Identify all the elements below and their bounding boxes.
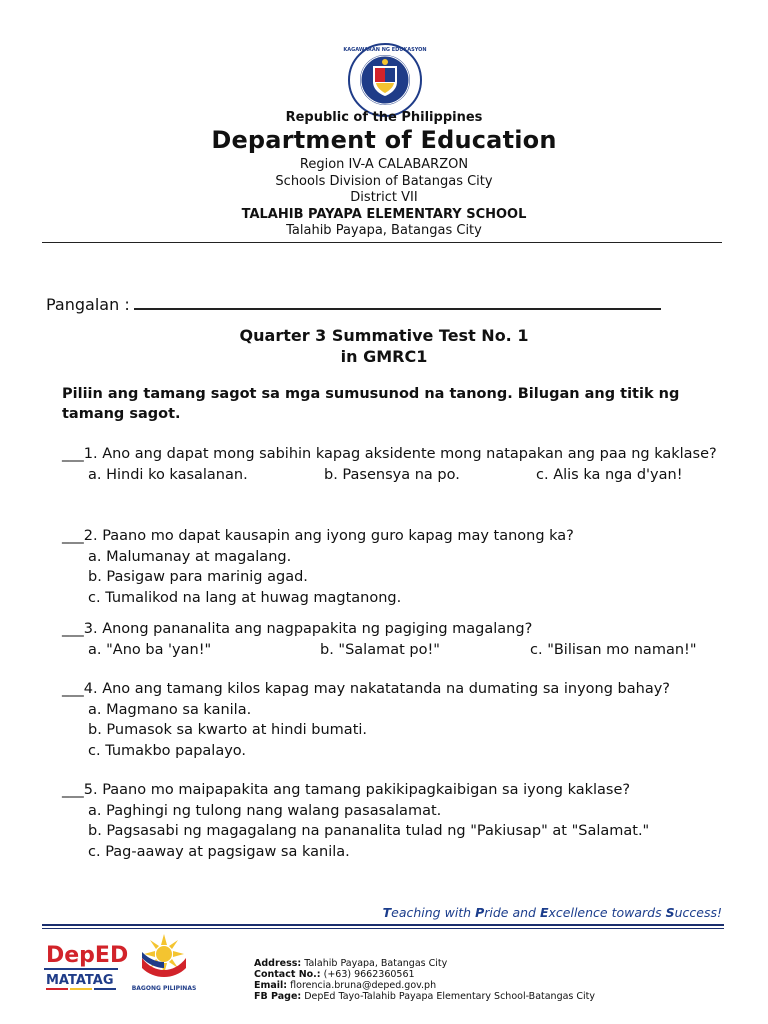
email-line: Email: florencia.bruna@deped.gov.ph (254, 980, 437, 991)
test-title-line2: in GMRC1 (340, 347, 428, 366)
tagline-initial: E (539, 905, 549, 920)
tagline-text: eaching with (391, 905, 476, 920)
question-1 (62, 444, 732, 485)
deped-logo-text: DepED (46, 943, 129, 968)
test-title (0, 325, 768, 367)
option-b[interactable]: b. Pagsasabi ng magagalang na pananalita tulad ng "Pakiusap" at "Salamat." (88, 823, 650, 839)
district-line: District VII (350, 190, 418, 205)
name-field[interactable] (46, 294, 661, 314)
option-b[interactable]: b. "Salamat po!" (320, 641, 440, 658)
question-text: ___2. Paano mo dapat kausapin ang iyong guro kapag may tanong ka? (62, 528, 574, 544)
option-a[interactable]: a. Hindi ko kasalanan. (88, 466, 248, 483)
bagong-pilipinas-text: BAGONG PILIPINAS (131, 985, 197, 992)
question-4 (62, 679, 732, 761)
school-name: TALAHIB PAYAPA ELEMENTARY SCHOOL (241, 206, 527, 222)
option-a[interactable]: a. Paghingi ng tulong nang walang pasasalamat. (88, 802, 442, 819)
instructions: Piliin ang tamang sagot sa mga sumusunod na tanong. Bilugan ang titik ng tamang sagot. (62, 386, 680, 422)
tagline-text: xcellence towards (548, 905, 666, 920)
svg-text:KAGAWARAN NG EDUKASYON: KAGAWARAN NG EDUKASYON (343, 47, 427, 53)
header-divider (42, 242, 722, 243)
tagline-text: ride and (484, 905, 540, 920)
question-text: ___3. Anong pananalita ang nagpapakita ng pagiging magalang? (62, 621, 533, 637)
school-address: Talahib Payapa, Batangas City (286, 223, 482, 238)
option-c[interactable]: c. Alis ka nga d'yan! (536, 466, 683, 483)
bagong-pilipinas-logo-icon (126, 928, 202, 996)
deped-matatag-logo-icon (44, 934, 129, 996)
option-b[interactable]: b. Pasigaw para marinig agad. (88, 569, 308, 585)
options-row (62, 465, 732, 486)
division-line: Schools Division of Batangas City (275, 173, 493, 189)
option-c[interactable]: c. "Bilisan mo naman!" (530, 641, 697, 658)
option-a[interactable]: a. "Ano ba 'yan!" (88, 641, 212, 658)
republic-line: Republic of the Philippines (285, 110, 483, 125)
tagline-initial: P (475, 905, 485, 920)
footer-tagline (383, 905, 722, 920)
deped-seal-icon (343, 42, 427, 118)
question-2 (62, 526, 732, 608)
fb-page-line: FB Page: DepEd Tayo-Talahib Payapa Elementary School-Batangas City (254, 991, 596, 1002)
matatag-logo-text: MATATAG (46, 973, 114, 988)
department-title: Department of Education (211, 126, 557, 154)
name-blank-line[interactable] (134, 294, 661, 310)
contact-block (254, 958, 595, 1002)
question-text: ___5. Paano mo maipapakita ang tamang pakikipagkaibigan sa iyong kaklase? (62, 782, 631, 798)
option-c[interactable]: c. Pag-aaway at pagsigaw sa kanila. (88, 843, 350, 860)
option-a[interactable]: a. Magmano sa kanila. (88, 701, 252, 718)
options-row (62, 640, 732, 661)
question-text: ___1. Ano ang dapat mong sabihin kapag aksidente mong natapakan ang paa ng kaklase? (62, 446, 717, 462)
footer-divider (42, 924, 724, 926)
option-b[interactable]: b. Pasensya na po. (324, 466, 460, 483)
test-title-line1: Quarter 3 Summative Test No. 1 (239, 326, 529, 345)
option-c[interactable]: c. Tumalikod na lang at huwag magtanong. (88, 589, 402, 606)
question-3 (62, 619, 732, 660)
header-details (0, 157, 768, 240)
question-5 (62, 780, 732, 862)
question-text: ___4. Ano ang tamang kilos kapag may nakatatanda na dumating sa inyong bahay? (62, 681, 670, 697)
tagline-initial: S (665, 905, 675, 920)
region-line: Region IV-A CALABARZON (299, 157, 469, 172)
address-line: Address: Talahib Payapa, Batangas City (254, 958, 448, 969)
option-b[interactable]: b. Pumasok sa kwarto at hindi bumati. (88, 722, 368, 738)
tagline-text: uccess! (674, 905, 722, 920)
contact-line: Contact No.: (+63) 9662360561 (254, 969, 415, 980)
tagline-initial: T (382, 905, 392, 920)
option-c[interactable]: c. Tumakbo papalayo. (88, 742, 247, 759)
name-label: Pangalan : (46, 295, 130, 314)
option-a[interactable]: a. Malumanay at magalang. (88, 548, 292, 565)
